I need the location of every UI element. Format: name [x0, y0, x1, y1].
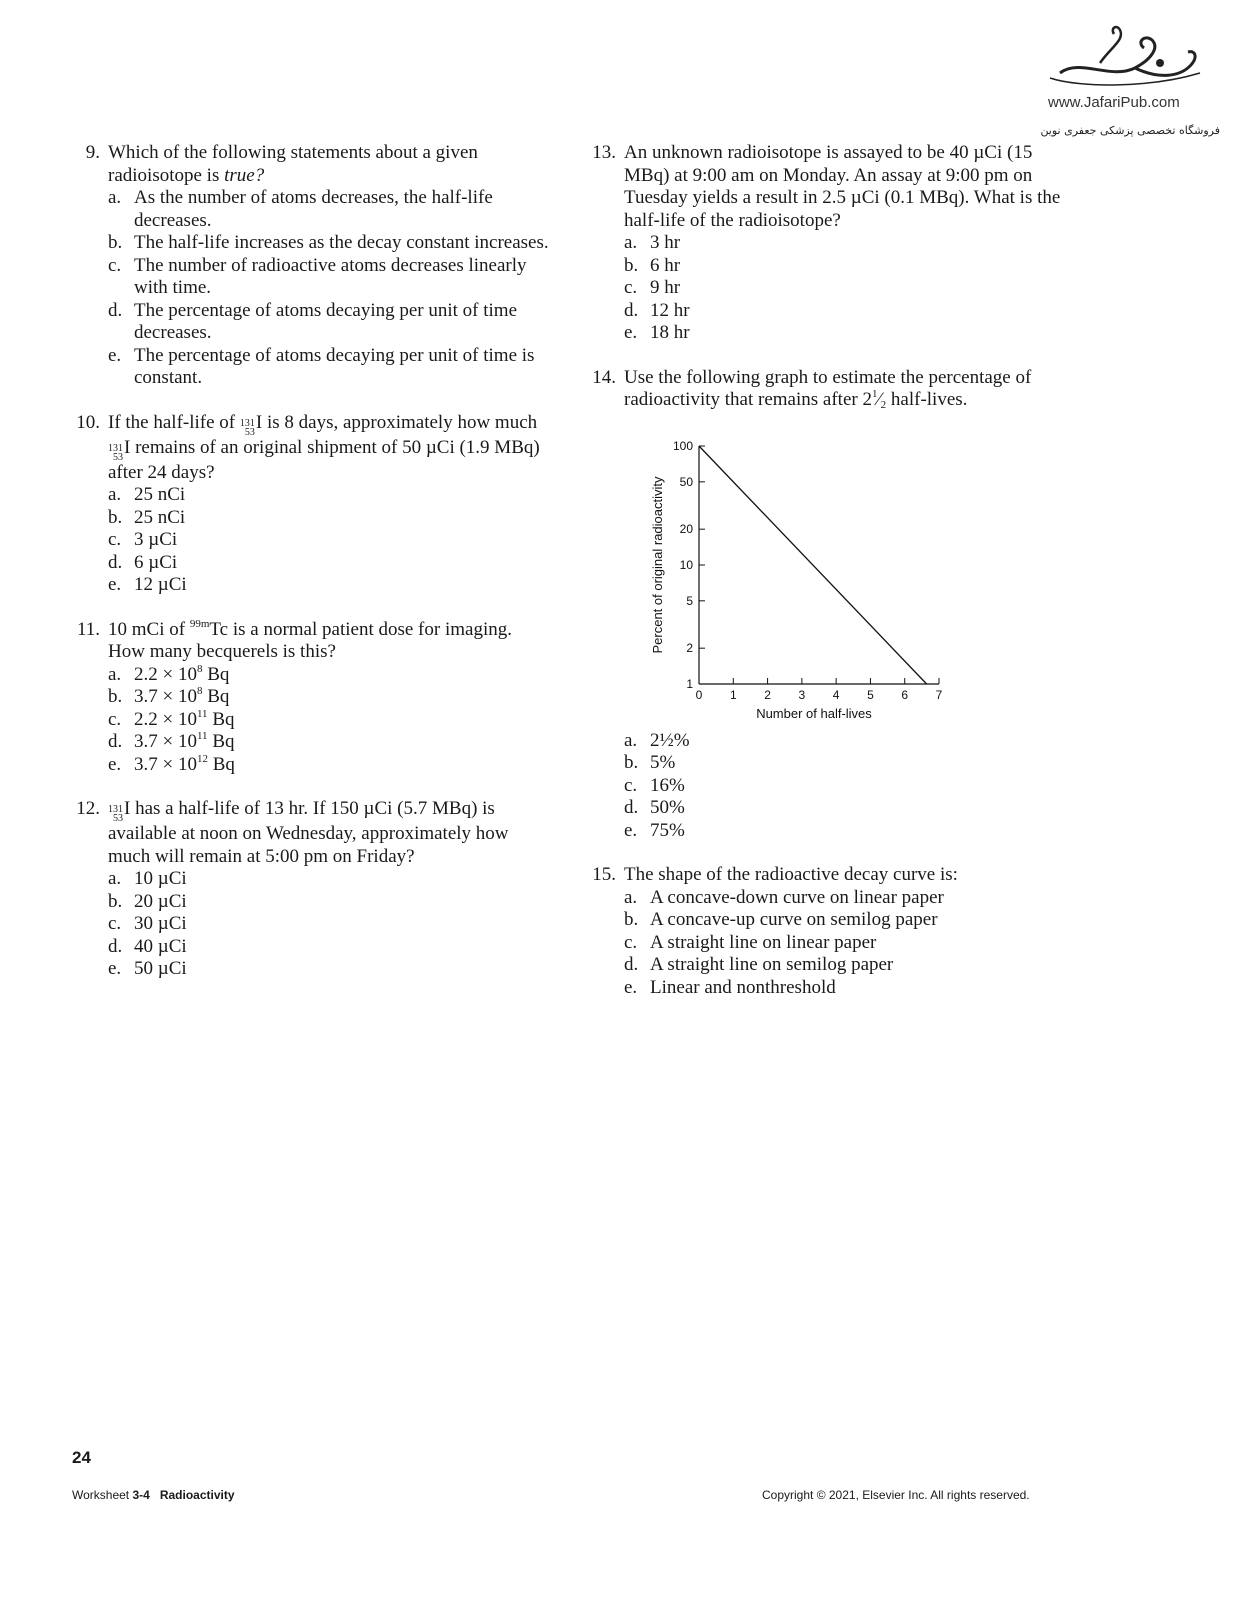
option-e[interactable]: e. 50 µCi	[108, 958, 187, 979]
option-a[interactable]: a. 2½%	[624, 729, 690, 751]
y-tick-label: 100	[672, 438, 693, 453]
publisher-tagline: فروشگاه تخصصی پزشکی جعفری نوین	[1040, 124, 1220, 137]
publisher-logo	[1040, 18, 1220, 138]
option-d[interactable]: d. 6 µCi	[108, 551, 178, 573]
y-tick-label: 20	[679, 521, 693, 536]
option-b[interactable]: b. 20 µCi	[108, 890, 187, 912]
x-tick-label: 1	[729, 687, 737, 702]
nuclide-notation: 131 53	[239, 417, 255, 438]
x-tick-label: 2	[764, 687, 771, 702]
question-stem: The shape of the radioactive decay curve is:	[624, 864, 958, 885]
nuclide-notation: 131 53	[108, 442, 123, 463]
question-number: 10.	[76, 411, 100, 433]
decay-chart-svg	[624, 434, 944, 724]
calligraphy-logo-icon	[1040, 18, 1220, 98]
question-number: 13.	[592, 142, 616, 163]
option-e[interactable]: e. $3.7 \times 10^{12}$ Bq	[108, 752, 235, 775]
option-e[interactable]: e. 12 µCi	[108, 574, 187, 595]
option-b[interactable]: b. 6 hr	[624, 254, 681, 276]
option-d[interactable]: d. 50%	[624, 797, 685, 818]
question-stem: Which of the following statements about a given radioisotope is true?	[108, 142, 478, 186]
option-d[interactable]: d. 12 hr	[624, 299, 690, 321]
option-c[interactable]: c. 9 hr	[624, 277, 681, 298]
option-b[interactable]: b. $3.7 \times 10^8$ Bq	[108, 685, 230, 707]
question-stem: Use the following graph to estimate the percentage of radioactivity that remains after $2^1⁄_2$ half-lives.	[624, 366, 1032, 411]
option-d[interactable]: d. A straight line on semilog paper	[624, 954, 894, 975]
question-number: 14.	[592, 366, 616, 388]
option-c[interactable]: c. 30 µCi	[108, 913, 187, 934]
option-d[interactable]: d. 40 µCi	[108, 935, 187, 957]
option-e[interactable]: e. The percentage of atoms decaying per unit of time is constant.	[108, 344, 535, 388]
question-15	[588, 864, 1068, 999]
question-stem: If the half-life of 131 53 I is 8 days, approximately how much 131 53 I remains of an original shipment of 50 µCi (1.9 MBq) after 24 days?	[108, 411, 540, 483]
option-a[interactable]: a. 3 hr	[624, 232, 681, 253]
option-c[interactable]: c. 16%	[624, 774, 685, 796]
option-d[interactable]: d. The percentage of atoms decaying per unit of time decreases.	[108, 299, 518, 343]
question-9	[72, 142, 552, 390]
question-number: 9.	[85, 142, 100, 163]
y-tick-label: 50	[679, 474, 693, 489]
option-c[interactable]: c. 3 µCi	[108, 529, 178, 550]
option-e[interactable]: e. Linear and nonthreshold	[624, 976, 836, 998]
x-tick-label: 5	[867, 687, 874, 702]
y-tick-label: 1	[686, 676, 693, 691]
option-b[interactable]: b. The half-life increases as the decay constant increases.	[108, 232, 549, 253]
option-b[interactable]: b. 25 nCi	[108, 506, 186, 528]
question-number: 12.	[76, 798, 100, 819]
publisher-url[interactable]: www.JafariPub.com	[1048, 94, 1180, 111]
question-13	[588, 142, 1068, 345]
copyright-notice: Copyright © 2021, Elsevier Inc. All rights reserved.	[762, 1488, 1030, 1502]
question-10	[72, 412, 552, 597]
option-a[interactable]: a. A concave-down curve on linear paper	[624, 886, 944, 908]
option-b[interactable]: b. 5%	[624, 752, 676, 773]
question-number: 15.	[592, 864, 616, 885]
decay-chart	[624, 434, 944, 724]
question-12	[72, 798, 552, 981]
right-column	[588, 142, 1068, 1021]
option-c[interactable]: c. $2.2 \times 10^{11}$ Bq	[108, 707, 235, 730]
left-column	[72, 142, 552, 1003]
y-tick-label: 10	[679, 557, 693, 572]
option-c[interactable]: c. A straight line on linear paper	[624, 931, 877, 953]
page-number: 24	[72, 1448, 91, 1467]
question-stem: 131 53 I has a half-life of 13 hr. If 150 µCi (5.7 MBq) is available at noon on Wednesday, approximately how much will remain at 5:00 pm on Friday?	[108, 798, 509, 867]
option-a[interactable]: a. 10 µCi	[108, 868, 187, 889]
x-tick-label: 6	[901, 687, 909, 702]
option-a[interactable]: a. $2.2 \times 10^8$ Bq	[108, 662, 230, 685]
y-tick-label: 5	[686, 593, 693, 608]
x-axis-label: Number of half-lives	[756, 705, 872, 721]
y-axis-label: Percent of original radioactivity	[650, 475, 665, 654]
option-b[interactable]: b. A concave-up curve on semilog paper	[624, 909, 938, 930]
option-a[interactable]: a. 25 nCi	[108, 484, 186, 505]
y-tick-label: 2	[686, 640, 693, 655]
question-14-options	[588, 730, 1068, 843]
question-11	[72, 619, 552, 777]
x-tick-label: 0	[695, 687, 703, 702]
option-a[interactable]: a. As the number of atoms decreases, the half-life decreases.	[108, 187, 493, 231]
x-tick-label: 4	[832, 687, 840, 702]
option-e[interactable]: e. 18 hr	[624, 322, 690, 343]
question-stem: An unknown radioisotope is assayed to be 40 µCi (15 MBq) at 9:00 am on Monday. An assay at 9:00 pm on Tuesday yields a result in 2.5 µCi (0.1 MBq). What is the half-life of the radioisotope?	[624, 142, 1061, 231]
x-tick-label: 3	[798, 687, 806, 702]
worksheet-footer: Worksheet 3-4 Radioactivity	[72, 1488, 235, 1502]
nuclide-notation: 131 53	[108, 804, 123, 824]
option-d[interactable]: d. $3.7 \times 10^{11}$ Bq	[108, 730, 235, 752]
question-number: 11.	[76, 618, 100, 640]
x-tick-label: 7	[935, 687, 943, 702]
question-stem: 10 mCi of $^{99m}$Tc is a normal patient dose for imaging. How many becquerels is this?	[108, 617, 512, 662]
decay-line	[699, 446, 927, 684]
option-e[interactable]: e. 75%	[624, 819, 685, 841]
question-14	[588, 367, 1068, 412]
option-c[interactable]: c. The number of radioactive atoms decreases linearly with time.	[108, 254, 527, 298]
